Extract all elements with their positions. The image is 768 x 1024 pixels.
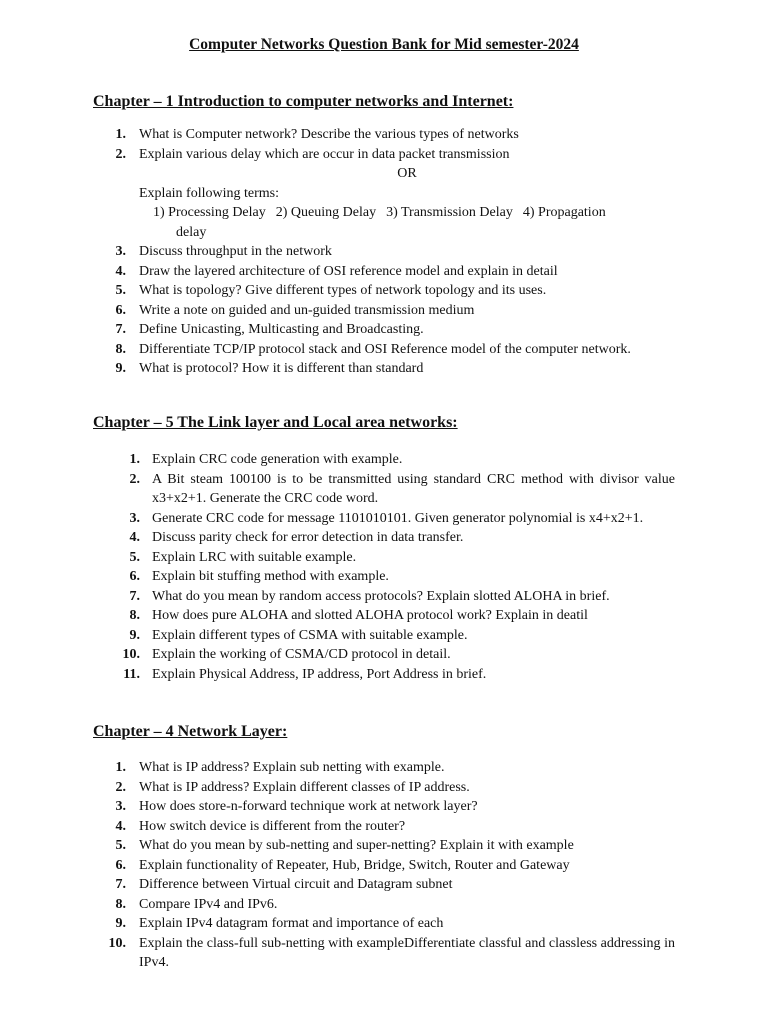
item-text: Draw the layered architecture of OSI reference model and explain in detail (139, 263, 558, 279)
item-number: 10. (108, 935, 126, 951)
item-number: 3. (115, 244, 126, 259)
item-text: A Bit steam 100100 is to be transmitted using standard CRC method with divisor value x3+x2+1. Generate the CRC code word. (152, 471, 675, 506)
list-item (0, 758, 768, 778)
list-item (0, 895, 768, 915)
item-number: 5. (115, 838, 126, 853)
chapter-1-heading: Chapter – 1 Introduction to computer networks and Internet: (93, 93, 514, 110)
item-text: Explain the class-full sub-netting with exampleDifferentiate classful and classless addressing in IPv4. (139, 935, 675, 970)
item-text: Explain LRC with suitable example. (152, 549, 357, 565)
item-text: Compare IPv4 and IPv6. (139, 896, 278, 912)
item-text: What is IP address? Explain different classes of IP address. (139, 779, 470, 795)
item-number: 8. (129, 608, 140, 623)
chapter-4-heading: Chapter – 4 Network Layer: (93, 723, 288, 740)
list-item (0, 817, 768, 837)
item-number: 7. (129, 588, 140, 604)
item-text: Explain various delay which are occur in data packet transmission (139, 146, 510, 162)
item-text: Explain the working of CSMA/CD protocol in detail. (152, 647, 451, 662)
item-text: How does pure ALOHA and slotted ALOHA protocol work? Explain in deatil (152, 608, 588, 623)
item-number: 5. (129, 549, 140, 565)
list-item (0, 778, 768, 798)
item-text: Explain different types of CSMA with suitable example. (152, 627, 468, 643)
item-text: Differentiate TCP/IP protocol stack and OSI Reference model of the computer network. (139, 341, 631, 357)
item-text: Explain bit stuffing method with example. (152, 569, 389, 584)
item-number: 1. (115, 760, 126, 775)
term-propagation-delay: 4) Propagation (522, 205, 606, 220)
item-number: 3. (115, 799, 126, 814)
list-item (0, 145, 768, 165)
item-number: 6. (129, 569, 140, 584)
item-text: What do you mean by random access protocols? Explain slotted ALOHA in brief. (152, 588, 610, 604)
item-number: 6. (115, 857, 126, 873)
item-number: 7. (115, 322, 126, 337)
item-text: Write a note on guided and un-guided transmission medium (139, 302, 475, 318)
item-number: 4. (129, 530, 140, 545)
chapter-1-list (0, 125, 768, 379)
item-text: How does store-n-forward technique work at network layer? (139, 799, 478, 814)
list-item (0, 242, 768, 262)
list-item (0, 281, 768, 301)
list-item (0, 587, 768, 607)
item-number: 9. (115, 916, 126, 931)
list-item (0, 665, 768, 685)
chapter-5-heading: Chapter – 5 The Link layer and Local area networks: (93, 414, 458, 431)
list-item (0, 645, 768, 665)
item-number: 7. (115, 877, 126, 892)
item-number: 4. (115, 818, 126, 834)
term-transmission-delay: 3) Transmission Delay (386, 205, 513, 220)
list-item (0, 125, 768, 145)
list-item (0, 875, 768, 895)
term-processing-delay: 1) Processing Delay (153, 205, 266, 220)
item-text: Explain Physical Address, IP address, Port Address in brief. (152, 666, 487, 682)
term-queuing-delay: 2) Queuing Delay (275, 205, 377, 220)
list-item (0, 470, 768, 509)
item-text: Discuss throughput in the network (139, 244, 332, 259)
item-number: 9. (129, 627, 140, 643)
item-number: 11. (123, 666, 140, 682)
list-item (0, 262, 768, 282)
item-number: 2. (115, 146, 126, 162)
delay-terms-row (153, 203, 675, 223)
item-number: 2. (129, 471, 140, 487)
list-item (0, 836, 768, 856)
list-item (0, 528, 768, 548)
chapter-5-list (0, 450, 768, 684)
list-item (0, 797, 768, 817)
item-number: 4. (115, 263, 126, 279)
item-text: Difference between Virtual circuit and Datagram subnet (139, 877, 453, 892)
list-item (0, 301, 768, 321)
item-text: Generate CRC code for message 1101010101. Given generator polynomial is x4+x2+1. (152, 510, 644, 526)
list-item (0, 320, 768, 340)
document-title: Computer Networks Question Bank for Mid semester-2024 (189, 36, 579, 53)
list-item (0, 626, 768, 646)
item-number: 9. (115, 361, 126, 376)
item-number: 2. (115, 779, 126, 795)
item-text: Define Unicasting, Multicasting and Broadcasting. (139, 322, 424, 337)
item-text: What is Computer network? Describe the various types of networks (139, 127, 519, 142)
list-item (0, 450, 768, 470)
item-number: 1. (115, 127, 126, 142)
item-number: 3. (129, 510, 140, 526)
list-item (0, 914, 768, 934)
item-text: Explain CRC code generation with example. (152, 452, 403, 467)
item-text: What is IP address? Explain sub netting with example. (139, 760, 445, 775)
item-number: 8. (115, 896, 126, 912)
list-item (0, 606, 768, 626)
list-item (0, 359, 768, 379)
list-item (0, 567, 768, 587)
list-item (0, 856, 768, 876)
item-number: 1. (129, 452, 140, 467)
item-text: What do you mean by sub-netting and super-netting? Explain it with example (139, 838, 574, 853)
item-text: Discuss parity check for error detection in data transfer. (152, 530, 464, 545)
item-text: What is protocol? How it is different than standard (139, 361, 424, 376)
item-number: 6. (115, 302, 126, 318)
item-text: What is topology? Give different types of network topology and its uses. (139, 283, 547, 298)
item-number: 5. (115, 283, 126, 298)
alternate-question-intro: Explain following terms: (139, 185, 279, 201)
item-text: Explain functionality of Repeater, Hub, Bridge, Switch, Router and Gateway (139, 857, 570, 873)
or-separator: OR (397, 166, 417, 181)
term-continuation: delay (176, 224, 207, 240)
item-text: How switch device is different from the router? (139, 818, 406, 834)
item-number: 10. (122, 647, 140, 662)
list-item (0, 509, 768, 529)
chapter-4-list (0, 758, 768, 973)
list-item (0, 340, 768, 360)
list-item (0, 934, 768, 973)
list-item (0, 548, 768, 568)
item-number: 8. (115, 341, 126, 357)
item-text: Explain IPv4 datagram format and importance of each (139, 916, 444, 931)
